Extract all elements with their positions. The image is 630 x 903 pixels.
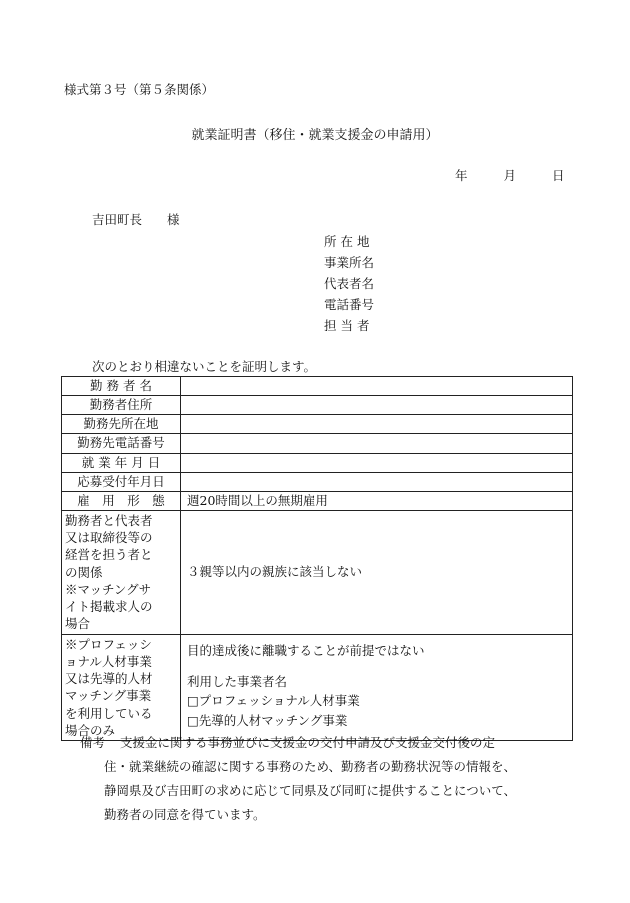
- row-label-worker-address: 勤務者住所: [62, 396, 181, 415]
- table-row: [62, 510, 573, 634]
- table-row: [62, 377, 573, 396]
- table-row: [62, 491, 573, 510]
- date-day: 日: [551, 168, 565, 183]
- row-label-workplace-address: 勤務先所在地: [62, 415, 181, 434]
- checkbox-professional-hr[interactable]: □プロフェッショナル人材事業: [187, 693, 360, 709]
- notes-label: 備考: [80, 735, 106, 750]
- row-value-relation: ３親等以内の親族に該当しない: [181, 510, 573, 634]
- relation-label-line: の関係: [65, 564, 103, 580]
- professional-label-line: 又は先導的人材: [65, 671, 153, 687]
- relation-label-line: 場合: [65, 616, 91, 632]
- notes-line: 静岡県及び吉田町の求めに応じて同県及び同町に提供することについて、: [104, 783, 517, 798]
- issuer-field-representative: 代表者名: [324, 276, 375, 291]
- relation-label-line: ※マッチングサ: [65, 581, 152, 597]
- notes-line: 支援金に関する事務並びに支援金の交付申請及び支援金交付後の定: [120, 735, 496, 750]
- row-value-workplace-phone[interactable]: [181, 434, 573, 453]
- issuer-field-address: 所 在 地: [324, 234, 370, 249]
- date-line: [455, 166, 564, 184]
- issuer-field-office-name: 事業所名: [324, 255, 375, 270]
- table-row: [62, 434, 573, 453]
- table-row: [62, 472, 573, 491]
- row-label-professional: [62, 634, 181, 741]
- issuer-field-phone: 電話番号: [324, 297, 375, 312]
- row-value-application-date[interactable]: [181, 472, 573, 491]
- professional-condition: 目的達成後に離職することが前提ではない: [187, 642, 425, 658]
- issuer-field-contact: 担 当 者: [324, 318, 370, 333]
- row-value-professional: [181, 634, 573, 741]
- notes-line: 住・就業継続の確認に関する事務のため、勤務者の勤務状況等の情報を、: [104, 759, 517, 774]
- notes-line: 勤務者の同意を得ています。: [104, 807, 266, 822]
- certification-statement: 次のとおり相違ないことを証明します。: [92, 359, 317, 374]
- row-label-application-date: 応募受付年月日: [62, 472, 181, 491]
- relation-label-line: 勤務者と代表者: [65, 512, 153, 528]
- table-row: [62, 415, 573, 434]
- document-title: 就業証明書（移住・就業支援金の申請用）: [191, 128, 439, 143]
- addressee: 吉田町長 様: [92, 212, 180, 227]
- certificate-table: [61, 376, 573, 741]
- row-value-employment-type: 週20時間以上の無期雇用: [181, 491, 573, 510]
- row-value-workplace-address[interactable]: [181, 415, 573, 434]
- relation-label-line: イト掲載求人の: [65, 599, 153, 615]
- row-label-workplace-phone: 勤務先電話番号: [62, 434, 181, 453]
- table-row: [62, 453, 573, 472]
- professional-label-line: を利用している: [65, 705, 153, 721]
- relation-label-line: 又は取締役等の: [65, 530, 153, 546]
- table-row: [62, 634, 573, 741]
- row-value-worker-address[interactable]: [181, 396, 573, 415]
- row-value-employment-date[interactable]: [181, 453, 573, 472]
- row-label-employment-type: 雇 用 形 態: [62, 491, 181, 510]
- date-year: 年: [455, 168, 468, 183]
- professional-label-line: 場合のみ: [65, 722, 116, 738]
- professional-label-line: ョナル人材事業: [65, 653, 152, 669]
- relation-label-line: 経営を担う者と: [65, 547, 153, 563]
- date-month: 月: [503, 168, 516, 183]
- form-code: 様式第３号（第５条関係）: [64, 82, 215, 97]
- professional-label-line: マッチング事業: [65, 688, 152, 704]
- used-provider-label: 利用した事業者名: [187, 674, 288, 689]
- row-label-employment-date: 就 業 年 月 日: [62, 453, 181, 472]
- row-value-worker-name[interactable]: [181, 377, 573, 396]
- row-label-worker-name: 勤 務 者 名: [62, 377, 181, 396]
- checkbox-leading-hr-matching[interactable]: □先導的人材マッチング事業: [187, 712, 348, 728]
- row-label-relation: [62, 510, 181, 634]
- table-row: [62, 396, 573, 415]
- professional-label-line: ※プロフェッシ: [65, 636, 152, 652]
